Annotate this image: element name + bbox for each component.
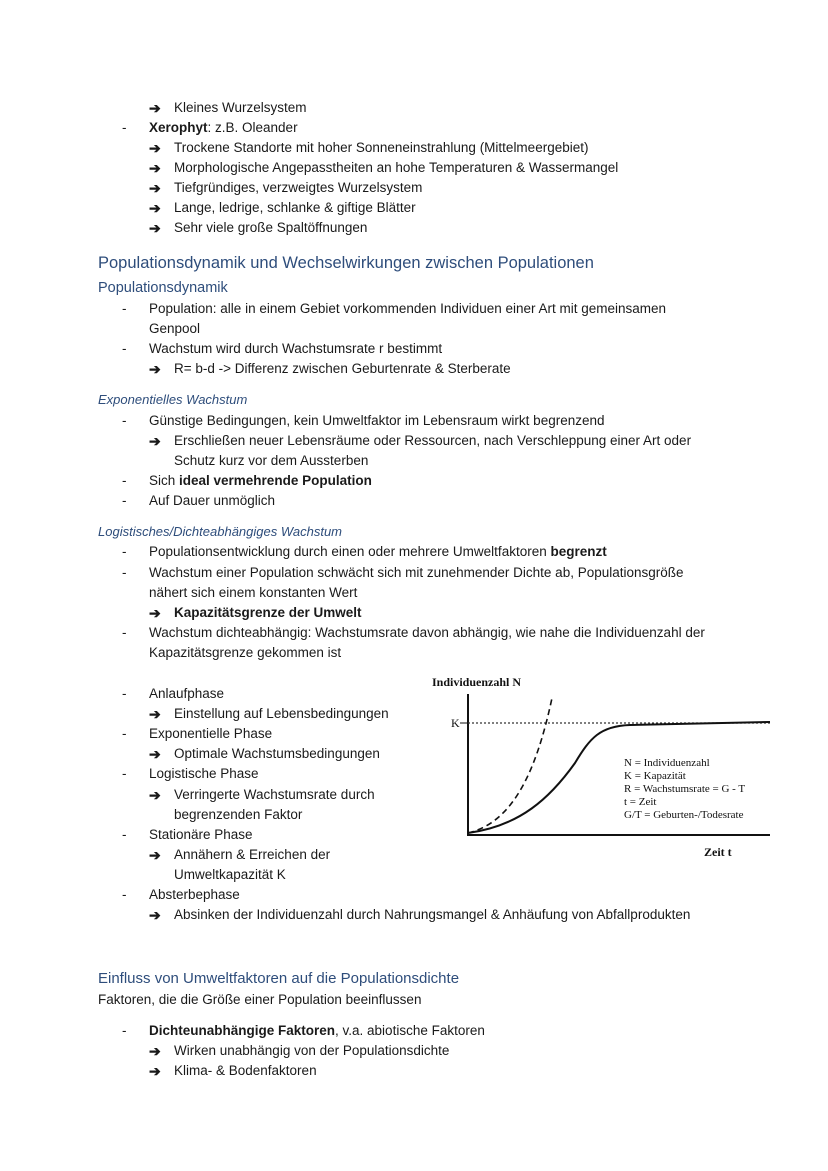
list-item: Wachstum einer Population schwächt sich mit zunehmender Dichte ab, Populationsgröße	[149, 565, 684, 580]
list-item-continuation: Schutz kurz vor dem Aussterben	[174, 453, 369, 468]
section-heading: Einfluss von Umweltfaktoren auf die Populationsdichte	[98, 970, 460, 987]
arrow-icon: ➔	[149, 907, 161, 923]
bullet-dash: -	[122, 493, 127, 508]
arrow-icon: ➔	[149, 100, 161, 116]
arrow-icon: ➔	[149, 1043, 161, 1059]
term-bold: Dichteunabhängige Faktoren	[149, 1023, 336, 1038]
legend-item: G/T = Geburten-/Todesrate	[624, 809, 744, 821]
arrow-icon: ➔	[149, 433, 161, 449]
arrow-icon: ➔	[149, 746, 161, 762]
arrow-icon: ➔	[149, 200, 161, 216]
list-item: Günstige Bedingungen, kein Umweltfaktor im Lebensraum wirkt begrenzend	[149, 413, 605, 428]
list-item: Kapazitätsgrenze der Umwelt	[174, 605, 362, 620]
term-bold: begrenzt	[550, 544, 607, 559]
arrow-icon: ➔	[149, 605, 161, 621]
bullet-dash: -	[122, 544, 127, 559]
term-bold: ideal vermehrende Population	[179, 473, 372, 488]
exponential-curve	[468, 698, 552, 833]
list-item: Wachstum dichteabhängig: Wachstumsrate davon abhängig, wie nahe die Individuenzahl der	[149, 625, 705, 640]
list-item: Population: alle in einem Gebiet vorkommenden Individuen einer Art mit gemeinsamen	[149, 301, 667, 316]
list-item: Einstellung auf Lebensbedingungen	[174, 706, 389, 721]
bullet-dash: -	[122, 473, 127, 488]
list-item: Verringerte Wachstumsrate durch	[174, 787, 375, 802]
x-axis-label: Zeit t	[704, 845, 732, 859]
list-item: Annähern & Erreichen der	[174, 847, 331, 862]
list-item-continuation: Umweltkapazität K	[174, 867, 286, 882]
list-item: R= b-d -> Differenz zwischen Geburtenrate & Sterberate	[174, 361, 511, 376]
list-item: Klima- & Bodenfaktoren	[174, 1063, 317, 1078]
bullet-dash: -	[122, 413, 127, 428]
arrow-icon: ➔	[149, 847, 161, 863]
list-item: Sich ideal vermehrende Population	[149, 473, 372, 488]
list-item: Absinken der Individuenzahl durch Nahrungsmangel & Anhäufung von Abfallprodukten	[174, 907, 691, 922]
term-bold: Xerophyt	[149, 120, 208, 135]
bullet-dash: -	[122, 120, 127, 135]
paragraph: Faktoren, die die Größe einer Population beeinflussen	[98, 992, 422, 1007]
subsection-heading: Populationsdynamik	[98, 280, 228, 296]
list-item-continuation: nähert sich einem konstanten Wert	[149, 585, 358, 600]
list-item: Optimale Wachstumsbedingungen	[174, 746, 380, 761]
arrow-icon: ➔	[149, 160, 161, 176]
list-item: Auf Dauer unmöglich	[149, 493, 276, 508]
arrow-icon: ➔	[149, 361, 161, 377]
legend-item: R = Wachstumsrate = G - T	[624, 783, 746, 795]
list-item-continuation: Kapazitätsgrenze gekommen ist	[149, 645, 342, 660]
list-item: Absterbephase	[149, 887, 240, 902]
list-item: Trockene Standorte mit hoher Sonneneinstrahlung (Mittelmeergebiet)	[174, 140, 589, 155]
list-item: Wachstum wird durch Wachstumsrate r bestimmt	[149, 341, 443, 356]
list-item: Exponentielle Phase	[149, 726, 273, 741]
list-item: Sehr viele große Spaltöffnungen	[174, 220, 368, 235]
list-item: Erschließen neuer Lebensräume oder Ressourcen, nach Verschleppung einer Art oder	[174, 433, 692, 448]
arrow-icon: ➔	[149, 220, 161, 236]
arrow-icon: ➔	[149, 706, 161, 722]
list-item: Tiefgründiges, verzweigtes Wurzelsystem	[174, 180, 423, 195]
arrow-icon: ➔	[149, 787, 161, 803]
bullet-dash: -	[122, 827, 127, 842]
legend-item: t = Zeit	[624, 796, 657, 808]
bullet-dash: -	[122, 565, 127, 580]
list-item: Lange, ledrige, schlanke & giftige Blätter	[174, 200, 416, 215]
list-item: Dichteunabhängige Faktoren, v.a. abiotische Faktoren	[149, 1023, 485, 1038]
bullet-dash: -	[122, 726, 127, 741]
subsubsection-heading: Logistisches/Dichteabhängiges Wachstum	[98, 524, 343, 539]
list-item-continuation: begrenzenden Faktor	[174, 807, 303, 822]
y-axis-label: Individuenzahl N	[432, 675, 522, 689]
subsubsection-heading: Exponentielles Wachstum	[98, 392, 248, 407]
list-item: Xerophyt: z.B. Oleander	[149, 120, 298, 135]
list-item: Logistische Phase	[149, 766, 259, 781]
list-item-continuation: Genpool	[149, 321, 201, 336]
list-item: Populationsentwicklung durch einen oder mehrere Umweltfaktoren begrenzt	[149, 544, 607, 559]
section-heading: Populationsdynamik und Wechselwirkungen zwischen Populationen	[98, 254, 594, 272]
capacity-label: K	[451, 716, 460, 730]
arrow-icon: ➔	[149, 1063, 161, 1079]
bullet-dash: -	[122, 625, 127, 640]
bullet-dash: -	[122, 341, 127, 356]
legend-item: N = Individuenzahl	[624, 757, 710, 769]
bullet-dash: -	[122, 766, 127, 781]
list-item: Anlaufphase	[149, 686, 225, 701]
bullet-dash: -	[122, 686, 127, 701]
list-item: Stationäre Phase	[149, 827, 253, 842]
bullet-dash: -	[122, 887, 127, 902]
arrow-icon: ➔	[149, 140, 161, 156]
bullet-dash: -	[122, 1023, 127, 1038]
list-item: Kleines Wurzelsystem	[174, 100, 307, 115]
list-item: Morphologische Angepasstheiten an hohe Temperaturen & Wassermangel	[174, 160, 619, 175]
bullet-dash: -	[122, 301, 127, 316]
growth-curve-figure	[420, 668, 780, 868]
arrow-icon: ➔	[149, 180, 161, 196]
legend-item: K = Kapazität	[624, 770, 686, 782]
list-item: Wirken unabhängig von der Populationsdichte	[174, 1043, 450, 1058]
